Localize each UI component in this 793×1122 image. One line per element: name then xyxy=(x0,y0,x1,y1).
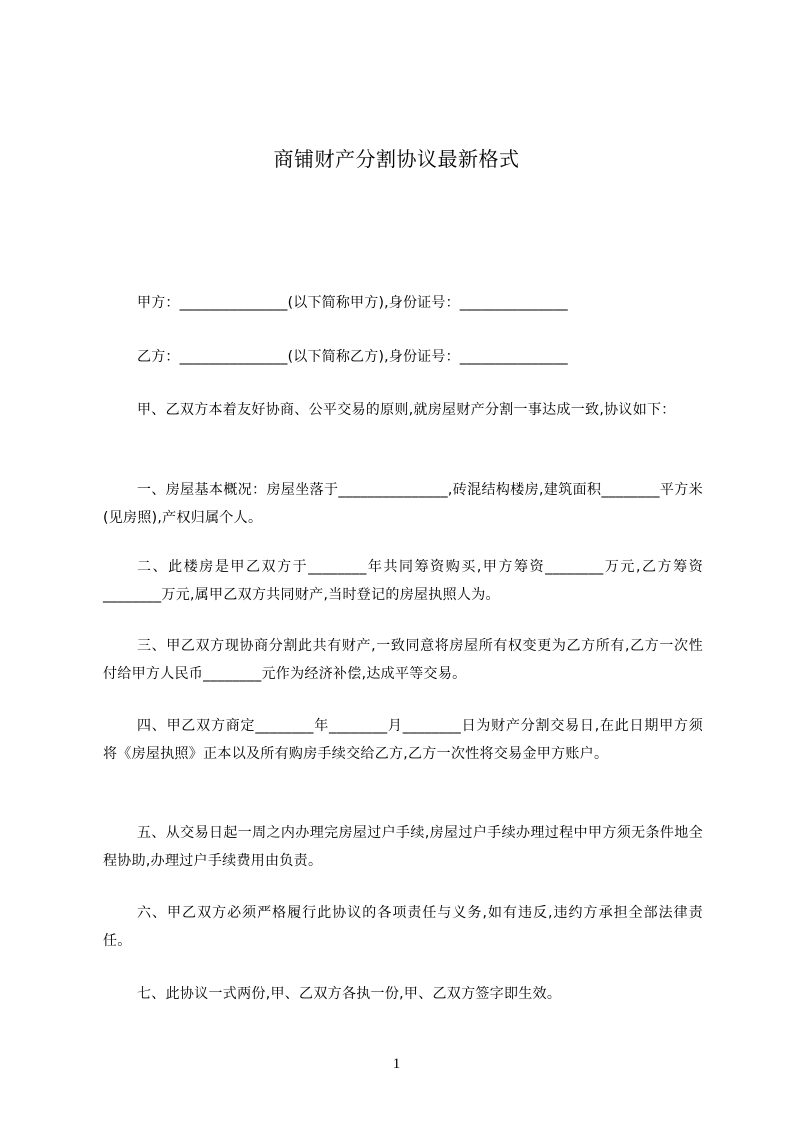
clause-3: 三、甲乙双方现协商分割此共有财产,一致同意将房屋所有权变更为乙方所有,乙方一次性付给甲方人民币________元作为经济补偿,达成平等交易。 xyxy=(103,638,703,682)
clause-7: 七、此协议一式两份,甲、乙双方各执一份,甲、乙双方签字即生效。 xyxy=(137,986,562,1002)
clause-2: 二、此楼房是甲乙双方于________年共同筹资购买,甲方筹资________万元,乙方筹资________万元,属甲乙双方共同财产,当时登记的房屋执照人为。 xyxy=(103,559,703,603)
page-number: 1 xyxy=(392,1056,401,1072)
party-b-line: 乙方：_______________(以下简称乙方),身份证号：_______________ xyxy=(137,349,568,365)
clause-1: 一、房屋基本概况：房屋坐落于_______________,砖混结构楼房,建筑面积________平方米(见房照),产权归属个人。 xyxy=(103,482,703,526)
clause-4: 四、甲乙双方商定________年________月________日为财产分割交易日,在此日期甲方须将《房屋执照》正本以及所有购房手续交给乙方,乙方一次性将交易金甲方账户。 xyxy=(103,718,703,762)
intro-paragraph: 甲、乙双方本着友好协商、公平交易的原则,就房屋财产分割一事达成一致,协议如下： xyxy=(137,402,676,418)
document-title: 商铺财产分割协议最新格式 xyxy=(273,147,520,171)
party-a-line: 甲方：_______________(以下简称甲方),身份证号：_______________ xyxy=(137,295,568,311)
clause-5: 五、从交易日起一周之内办理完房屋过户手续,房屋过户手续办理过程中甲方须无条件地全程协助,办理过户手续费用由负责。 xyxy=(103,825,703,869)
clause-6: 六、甲乙双方必须严格履行此协议的各项责任与义务,如有违反,违约方承担全部法律责任。 xyxy=(103,905,703,949)
